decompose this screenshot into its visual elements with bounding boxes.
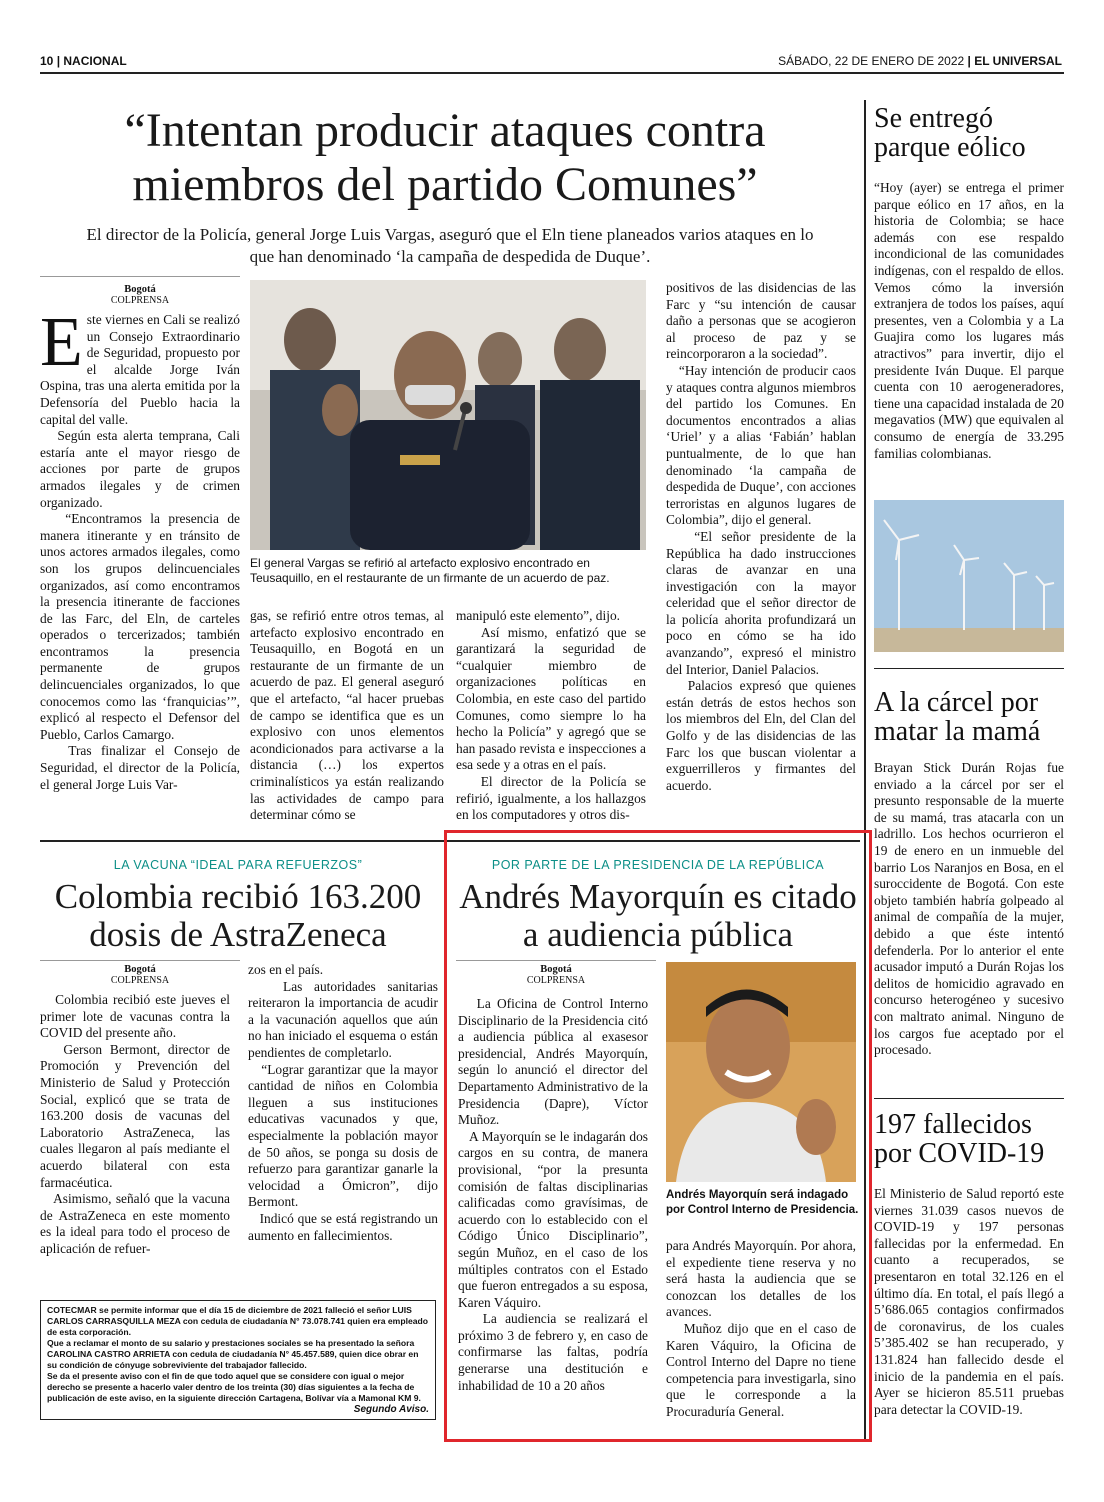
cotecmar-notice: [40, 1300, 436, 1420]
byline-agency: COLPRENSA: [110, 295, 170, 306]
dropcap: E: [40, 304, 83, 381]
eolico-photo: [874, 500, 1064, 652]
covid-body: El Ministerio de Salud reportó este viernes 31.039 casos nuevos de COVID-19 y 197 personas fallecidas por la enfermedad. En cuanto a recuperados, se presentaron en total 32.126 en el último día. En total, el país llegó a 5’686.065 contagios confirmados de coronavirus, de los cuales 5’385.402 se han recuperado, y 131.824 han fallecido desde el inicio de la pandemia en el país. Ayer se hicieron 85.511 pruebas para detectar la COVID-19.: [874, 1186, 1068, 1417]
masthead-right: SÁBADO, 22 DE ENERO DE 2022 | EL UNIVERSAL: [778, 54, 1062, 68]
mayorquin-caption: Andrés Mayorquín será indagado por Control Interno de Presidencia.: [666, 1189, 859, 1216]
main-byline: [40, 284, 240, 306]
notice-text: COTECMAR se permite informar que el día 15 de diciembre de 2021 falleció el señor LUIS CARLOS CARRASQUILLA MEZA con cedula de ciudadanía N° 73.078.741 quien era empleado de esta corporación. Que a reclamar el monto de su salario y prestaciones sociales se ha presentado la señora CAROLINA CASTRO ARRIETA con cedula de ciudadanía N° 45.457.589, quien dice obrar en su condición de cónyuge sobreviviente del trabajador fallecido. Se da el presente aviso con el fin de que todo aquel que se considere con igual o mejor derecho se presente a hacerlo valer dentro de los treinta (30) días siguientes a la fecha de publicación de este aviso, en la siguiente dirección Cartagena, Bolívar vía a Mamonal KM 9.: [47, 1305, 429, 1403]
mayorquin-byline-city: Bogotá: [540, 964, 572, 975]
page-number: 10: [40, 54, 54, 68]
sidebar-divider-2: [874, 1098, 1064, 1099]
main-photo: [250, 280, 646, 550]
byline-city: Bogotá: [124, 284, 156, 295]
header-rule: [40, 72, 1064, 74]
mayorquin-photo: [666, 962, 856, 1182]
main-col-2: gas, se refirió entre otros temas, al artefacto explosivo encontrado en Teusaquillo, en Bogotá en un restaurante de un firmante de un acuerdo de paz. El general aseguró que el artefacto, “al hacer pruebas de campo se identifica que es un explosivo con unos elementos acondicionados para activarse a la distancia (…) los expertos criminalísticos ya están realizando las actividades de campo para determinar cómo se: [250, 608, 448, 823]
page-number-section: 10 | NACIONAL: [40, 54, 127, 68]
vacuna-headline: Colombia recibió 163.200 dosis de AstraZeneca: [54, 877, 422, 954]
mayorquin-byline-agency: COLPRENSA: [526, 975, 586, 986]
wind-turbines-photo: [874, 500, 1064, 652]
main-headline: “Intentan producir ataques contra miembros del partido Comunes”: [124, 104, 766, 211]
main-photo-caption: El general Vargas se refirió al artefacto explosivo encontrado en Teusaquillo, en el restaurante de un firmante de un acuerdo de paz.: [250, 556, 610, 585]
covid-headline: 197 fallecidos por COVID-19: [874, 1109, 1045, 1169]
vacuna-byline-agency: COLPRENSA: [110, 975, 170, 986]
vacuna-byline-rule: [40, 960, 240, 961]
carcel-headline: A la cárcel por matar la mamá: [874, 687, 1041, 747]
mayorquin-byline-rule: [456, 960, 656, 961]
issue-date: SÁBADO, 22 DE ENERO DE 2022: [778, 54, 965, 68]
main-subhead: El director de la Policía, general Jorge Luis Vargas, aseguró que el Eln tiene planeados varios ataques en lo que han denominado ‘la campaña de despedida de Duque’.: [86, 225, 814, 266]
sidebar-divider-1: [874, 668, 1064, 669]
section-name: NACIONAL: [63, 54, 127, 68]
mayorquin-byline: [456, 964, 656, 986]
carcel-body: Brayan Stick Durán Rojas fue enviado a la cárcel por ser el presunto responsable de la muerte de su mamá, tras atacarla con un ladrillo. Los hechos ocurrieron el 19 de enero en un inmueble del barrio Los Naranjos en Bosa, en el suroccidente de Bogotá. Con este objeto también habría golpeado al animal de compañía de la mujer, debido a que éste intentó defenderla. Por lo anterior el ente acusador imputó a Durán Rojas los delitos de homicidio agravado en concurso heterogéneo y sucesivo con maltrato animal. Ninguno de los cargos fue aceptado por el procesado.: [874, 760, 1068, 1058]
paper-name: EL UNIVERSAL: [974, 54, 1062, 68]
main-col-4: positivos de las disidencias de las Farc y “su intención de causar daño a personas que se acogieron al proceso de paz y se reincorporaron a la sociedad”. “Hay intención de producir caos y ataques contra algunos miembros del partido los Comunes. En documentos encontrados a alias ‘Uriel’ y a alias ‘Fabián’ hablan puntualmente, de lo que han denominado ‘la campaña de despedida de Duque’, con acciones terroristas en algunos lugares de Colombia”, dijo el general. “El señor presidente de la República ha dado instrucciones claras de avanzar en una investigación con la mayor celeridad que el señor director de la policía ahorita profundizará un poco en cómo se ha ido avanzando”, expresó el ministro del Interior, Daniel Palacios. Palacios expresó que quienes están detrás de estos hechos son los miembros del Eln, del Clan del Golfo y de las disidencias de las Farc los que buscan violentar a exguerrilleros y firmantes del acuerdo.: [666, 280, 857, 793]
vacuna-col-2: zos en el país. Las autoridades sanitarias reiteraron la importancia de acudir a la vacunación aquellos que aún no han iniciado el esquema o están pendientes de completarlo. “Lograr garantizar que la mayor cantidad de niños en Colombia lleguen a sus instituciones educativas vacunados y que, especialmente la población mayor de 50 años, se ponga su dosis de refuerzo para garantizar ganarle la velocidad a Ómicron”, dijo Bermont. Indicó que se está registrando un aumento en fallecimientos.: [248, 962, 439, 1243]
vacuna-byline: [40, 964, 240, 986]
vacuna-byline-city: Bogotá: [124, 964, 156, 975]
eolico-headline: Se entregó parque eólico: [874, 103, 1026, 163]
vacuna-kicker: LA VACUNA “IDEAL PARA REFUERZOS”: [113, 858, 363, 872]
byline-rule: [40, 276, 240, 277]
eolico-body: “Hoy (ayer) se entrega el primer parque eólico en 17 años, en la historia de Colombia; se hace además con ese respaldo incondicional de las comunidades indígenas, con el respaldo de ellos. Vemos cómo la inversión extranjera de todos los países, aquí presentes, ven a Colombia y a La Guajira como los lugares más atractivos” para invertir, dijo el presidente Iván Duque. El parque cuenta con 10 aerogeneradores, tiene una capacidad instalada de 20 megavatios (MW) que equivalen al consumo de energía de 33.295 familias colombianas.: [874, 180, 1068, 461]
mayorquin-col-2: para Andrés Mayorquín. Por ahora, el expediente tiene reserva y no será hasta la audiencia que se conozcan los detalles de los avances. Muñoz dijo que en el caso de Karen Váquiro, la Oficina de Control Interno del Dapre no tiene competencia para investigarla, sino que le corresponde a la Procuraduría General.: [666, 1238, 857, 1419]
notice-tag: Segundo Aviso.: [353, 1404, 429, 1415]
mayorquin-kicker: POR PARTE DE LA PRESIDENCIA DE LA REPÚBLICA: [491, 858, 825, 872]
mayorquin-portrait: [666, 962, 856, 1182]
main-col-3: manipuló este elemento”, dijo. Así mismo, enfatizó que se garantizará la seguridad de “cualquier miembro de organizaciones políticas en Colombia, en este caso del partido Comunes, como siempre lo ha hecho la Policía” y agregó que se han pasado revista e inspecciones a esa sede y a otras en el país. El director de la Policía se refirió, igualmente, a los hallazgos en los computadores y otros dis-: [456, 608, 646, 823]
main-col-1-text: ste viernes en Cali se realizó un Consejo Extraordinario de Seguridad, propuesto por el alcalde Jorge Iván Ospina, tras una alerta emitida por la Defensoría del Pueblo hacia la capital del valle. Según esta alerta temprana, Cali estaría ante el mayor riesgo de acciones por parte de grupos armados ilegales y de crimen organizado. “Encontramos la presencia de manera itinerante y en tránsito de unos actores armados ilegales, como son los grupos delincuenciales organizados, así como encontramos la presencia itinerante de facciones de las Farc, del Eln, de carteles operados o tercerizados; también encontramos la presencia permanente de grupos delincuenciales organizados, lo que conocemos como las ‘franquicias’”, explicó al respecto el Defensor del Pueblo, Carlos Camargo. Tras finalizar el Consejo de Seguridad, el director de la Policía, el general Jorge Luis Var-: [40, 312, 241, 792]
mayorquin-col-1: La Oficina de Control Interno Disciplinario de la Presidencia citó a audiencia pública al exasesor presidencial, Andrés Mayorquín, según lo anunció el director del Departamento Administrativo de la Presidencia (Dapre), Víctor Muñoz. A Mayorquín se le indagarán dos cargos en su contra, de manera provisional, “por la presunta comisión de faltas disciplinarias calificadas como gravísimas, de acuerdo con lo establecido con el Código Único Disciplinario”, según Muñoz, en el caso de los múltiples contratos con el Estado que fueron entregados a su esposa, Karen Váquiro. La audiencia se realizará el próximo 3 de febrero y, en caso de confirmarse las faltas, podría generarse una destitución e inhabilidad de 10 a 20 años: [458, 996, 649, 1393]
police-general-photo: [250, 280, 646, 550]
vacuna-col-1: Colombia recibió este jueves el primer lote de vacunas contra la COVID del presente año. Gerson Bermont, director de Promoción y Prevención del Ministerio de Salud y Protección Social, explicó que se trata de 163.200 dosis de vacunas del Laboratorio AstraZeneca, las cuales llegaron al país mediante el acuerdo bilateral con esta farmacéutica. Asimismo, señaló que la vacuna de AstraZeneca en este momento es la ideal para todo el proceso de aplicación de refuer-: [40, 992, 231, 1256]
mayorquin-headline: Andrés Mayorquín es citado a audiencia pública: [459, 877, 857, 954]
main-col-1: [40, 304, 241, 830]
